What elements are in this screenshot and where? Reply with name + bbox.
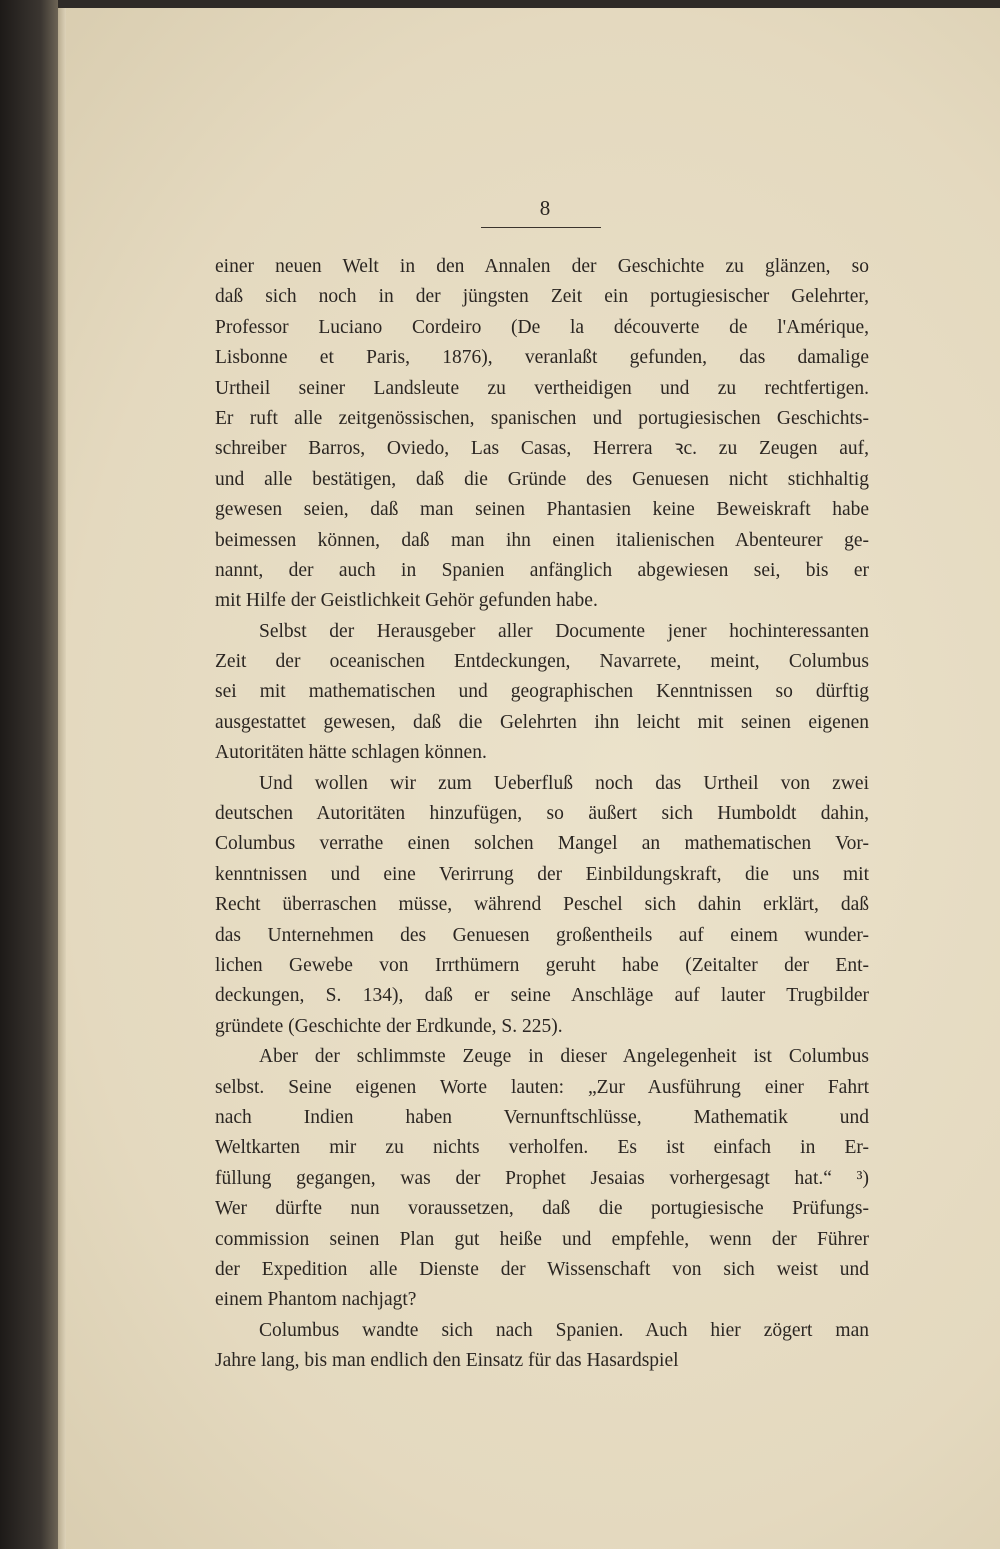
text-line: lichen Gewebe von Irrthümern geruht habe (Zeitalter der Ent- [215,954,869,976]
text-line: daß sich noch in der jüngsten Zeit ein portugiesischer Gelehrter, [215,286,869,308]
text-line: Er ruft alle zeitgenössischen, spanischen und portugiesischen Geschichts- [215,407,869,429]
text-line: Columbus wandte sich nach Spanien. Auch hier zögert man [259,1319,869,1341]
text-line: deckungen, S. 134), daß er seine Anschläge auf lauter Trugbilder [215,985,869,1007]
text-line: Zeit der oceanischen Entdeckungen, Navarrete, meint, Columbus [215,651,869,673]
text-line: einem Phantom nachjagt? [215,1289,417,1311]
text-line: sei mit mathematischen und geographischen Kenntnissen so dürftig [215,681,869,703]
text-line: Aber der schlimmste Zeuge in dieser Angelegenheit ist Columbus [259,1046,869,1068]
text-line: Wer dürfte nun voraussetzen, daß die portugiesische Prüfungs- [215,1198,869,1220]
book-binding [0,0,58,1549]
header-rule [481,227,601,228]
text-line: Weltkarten mir zu nichts verholfen. Es ist einfach in Er- [215,1137,869,1159]
text-line: deutschen Autoritäten hinzufügen, so äußert sich Humboldt dahin, [215,803,869,825]
text-line: Professor Luciano Cordeiro (De la découverte de l'Amérique, [215,316,869,338]
page-number: 8 [539,196,551,220]
text-line: gewesen seien, daß man seinen Phantasien keine Beweiskraft habe [215,499,869,521]
text-line: Columbus verrathe einen solchen Mangel an mathematischen Vor- [215,833,869,855]
text-line: einer neuen Welt in den Annalen der Geschichte zu glänzen, so [215,256,869,277]
text-line: kenntnissen und eine Verirrung der Einbildungskraft, die uns mit [215,863,869,885]
text-line: nach Indien haben Vernunftschlüsse, Mathematik und [215,1106,869,1128]
text-line: Urtheil seiner Landsleute zu vertheidigen und zu rechtfertigen. [215,377,869,399]
text-line: Lisbonne et Paris, 1876), veranlaßt gefunden, das damalige [215,347,869,369]
body-text [215,252,869,1376]
page-edge [58,8,66,1549]
text-line: der Expedition alle Dienste der Wissenschaft von sich weist und [215,1258,869,1280]
text-line: beimessen können, daß man ihn einen italienischen Abenteurer ge- [215,529,869,551]
text-line: mit Hilfe der Geistlichkeit Gehör gefunden habe. [215,590,598,612]
text-line: füllung gegangen, was der Prophet Jesaias vorhergesagt hat.“ ³) [215,1167,869,1189]
text-line: Recht überraschen müsse, während Peschel sich dahin erklärt, daß [215,894,869,916]
text-line: schreiber Barros, Oviedo, Las Casas, Herrera ꝛc. zu Zeugen auf, [215,438,869,460]
text-line: gründete (Geschichte der Erdkunde, S. 225). [215,1015,563,1037]
text-line: commission seinen Plan gut heiße und empfehle, wenn der Führer [215,1228,869,1250]
text-line: nannt, der auch in Spanien anfänglich abgewiesen sei, bis er [215,559,869,581]
text-line: selbst. Seine eigenen Worte lauten: „Zur Ausführung einer Fahrt [215,1076,869,1098]
text-line: Und wollen wir zum Ueberfluß noch das Urtheil von zwei [259,772,869,794]
text-line: Jahre lang, bis man endlich den Einsatz für das Hasardspiel [215,1350,679,1372]
text-line: Autoritäten hätte schlagen können. [215,742,487,764]
text-line: und alle bestätigen, daß die Gründe des Genuesen nicht stichhaltig [215,468,869,490]
text-line: ausgestattet gewesen, daß die Gelehrten ihn leicht mit seinen eigenen [215,711,869,733]
text-line: Selbst der Herausgeber aller Documente jener hochinteressanten [259,620,869,642]
text-line: das Unternehmen des Genuesen großentheils auf einem wunder- [215,924,869,946]
